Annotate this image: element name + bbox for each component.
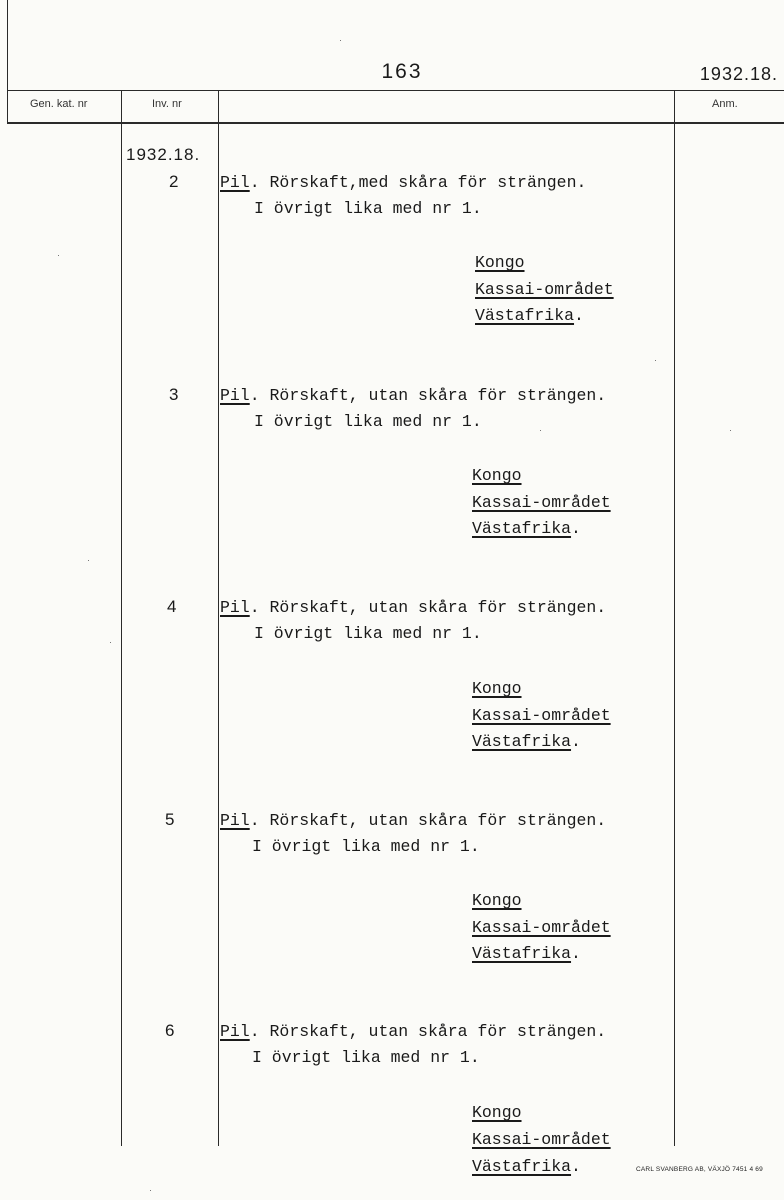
entry-description bbox=[220, 598, 606, 617]
place-region: Kassai-området bbox=[472, 1130, 611, 1149]
column-header-inv-nr: Inv. nr bbox=[152, 98, 182, 110]
place-continent: Västafrika. bbox=[472, 1157, 581, 1176]
col-divider-inv-desc bbox=[218, 90, 219, 1146]
object-name: Pil bbox=[220, 386, 250, 405]
description-text: . Rörskaft, utan skåra för strängen. bbox=[249, 1022, 607, 1041]
inventory-number: 6 bbox=[165, 1021, 175, 1040]
printer-imprint: CARL SVANBERG AB, VÄXJÖ 7451 4 69 bbox=[636, 1166, 763, 1173]
page-number: 163 bbox=[381, 60, 423, 83]
scan-speck bbox=[540, 430, 541, 431]
col-divider-gen-inv bbox=[121, 90, 122, 1146]
description-text: . Rörskaft, utan skåra för strängen. bbox=[249, 386, 607, 405]
scan-speck bbox=[150, 1190, 151, 1191]
object-name: Pil bbox=[220, 1022, 250, 1041]
place-country: Kongo bbox=[472, 891, 522, 910]
object-name: Pil bbox=[220, 811, 250, 830]
entry-description bbox=[220, 173, 586, 192]
entry-description bbox=[220, 811, 606, 830]
column-header-gen-kat-nr: Gen. kat. nr bbox=[30, 98, 88, 110]
description-text: . Rörskaft, utan skåra för strängen. bbox=[249, 598, 607, 617]
object-name: Pil bbox=[220, 598, 250, 617]
col-divider-desc-anm bbox=[674, 90, 675, 1146]
place-region: Kassai-området bbox=[472, 918, 611, 937]
place-region: Kassai-området bbox=[472, 706, 611, 725]
header-year-code: 1932.18. bbox=[699, 64, 778, 84]
description-line-2: I övrigt lika med nr 1. bbox=[254, 412, 482, 431]
header-bottom-rule bbox=[7, 122, 784, 124]
place-country: Kongo bbox=[472, 1103, 522, 1122]
inventory-number: 4 bbox=[167, 597, 177, 616]
left-margin-rule bbox=[7, 0, 8, 122]
year-label: 1932.18. bbox=[126, 145, 201, 164]
entry-description bbox=[220, 386, 606, 405]
place-country: Kongo bbox=[475, 253, 525, 272]
place-continent: Västafrika. bbox=[475, 306, 584, 325]
inventory-number: 5 bbox=[165, 810, 175, 829]
description-line-2: I övrigt lika med nr 1. bbox=[252, 1048, 480, 1067]
place-region: Kassai-området bbox=[475, 280, 614, 299]
scan-speck bbox=[655, 360, 656, 361]
description-text: . Rörskaft,med skåra för strängen. bbox=[249, 173, 587, 192]
place-country: Kongo bbox=[472, 679, 522, 698]
description-line-2: I övrigt lika med nr 1. bbox=[252, 837, 480, 856]
scan-speck bbox=[88, 560, 89, 561]
scan-speck bbox=[340, 40, 341, 41]
place-region: Kassai-området bbox=[472, 493, 611, 512]
description-line-2: I övrigt lika med nr 1. bbox=[254, 199, 482, 218]
place-continent: Västafrika. bbox=[472, 944, 581, 963]
description-text: . Rörskaft, utan skåra för strängen. bbox=[249, 811, 607, 830]
column-header-anm: Anm. bbox=[712, 98, 738, 110]
place-continent: Västafrika. bbox=[472, 732, 581, 751]
scan-speck bbox=[730, 430, 731, 431]
scan-speck bbox=[110, 642, 111, 643]
inventory-number: 3 bbox=[169, 385, 179, 404]
place-continent: Västafrika. bbox=[472, 519, 581, 538]
inventory-number: 2 bbox=[169, 172, 179, 191]
object-name: Pil bbox=[220, 173, 250, 192]
header-top-rule bbox=[7, 90, 784, 91]
entry-description bbox=[220, 1022, 606, 1041]
place-country: Kongo bbox=[472, 466, 522, 485]
scan-speck bbox=[58, 255, 59, 256]
description-line-2: I övrigt lika med nr 1. bbox=[254, 624, 482, 643]
